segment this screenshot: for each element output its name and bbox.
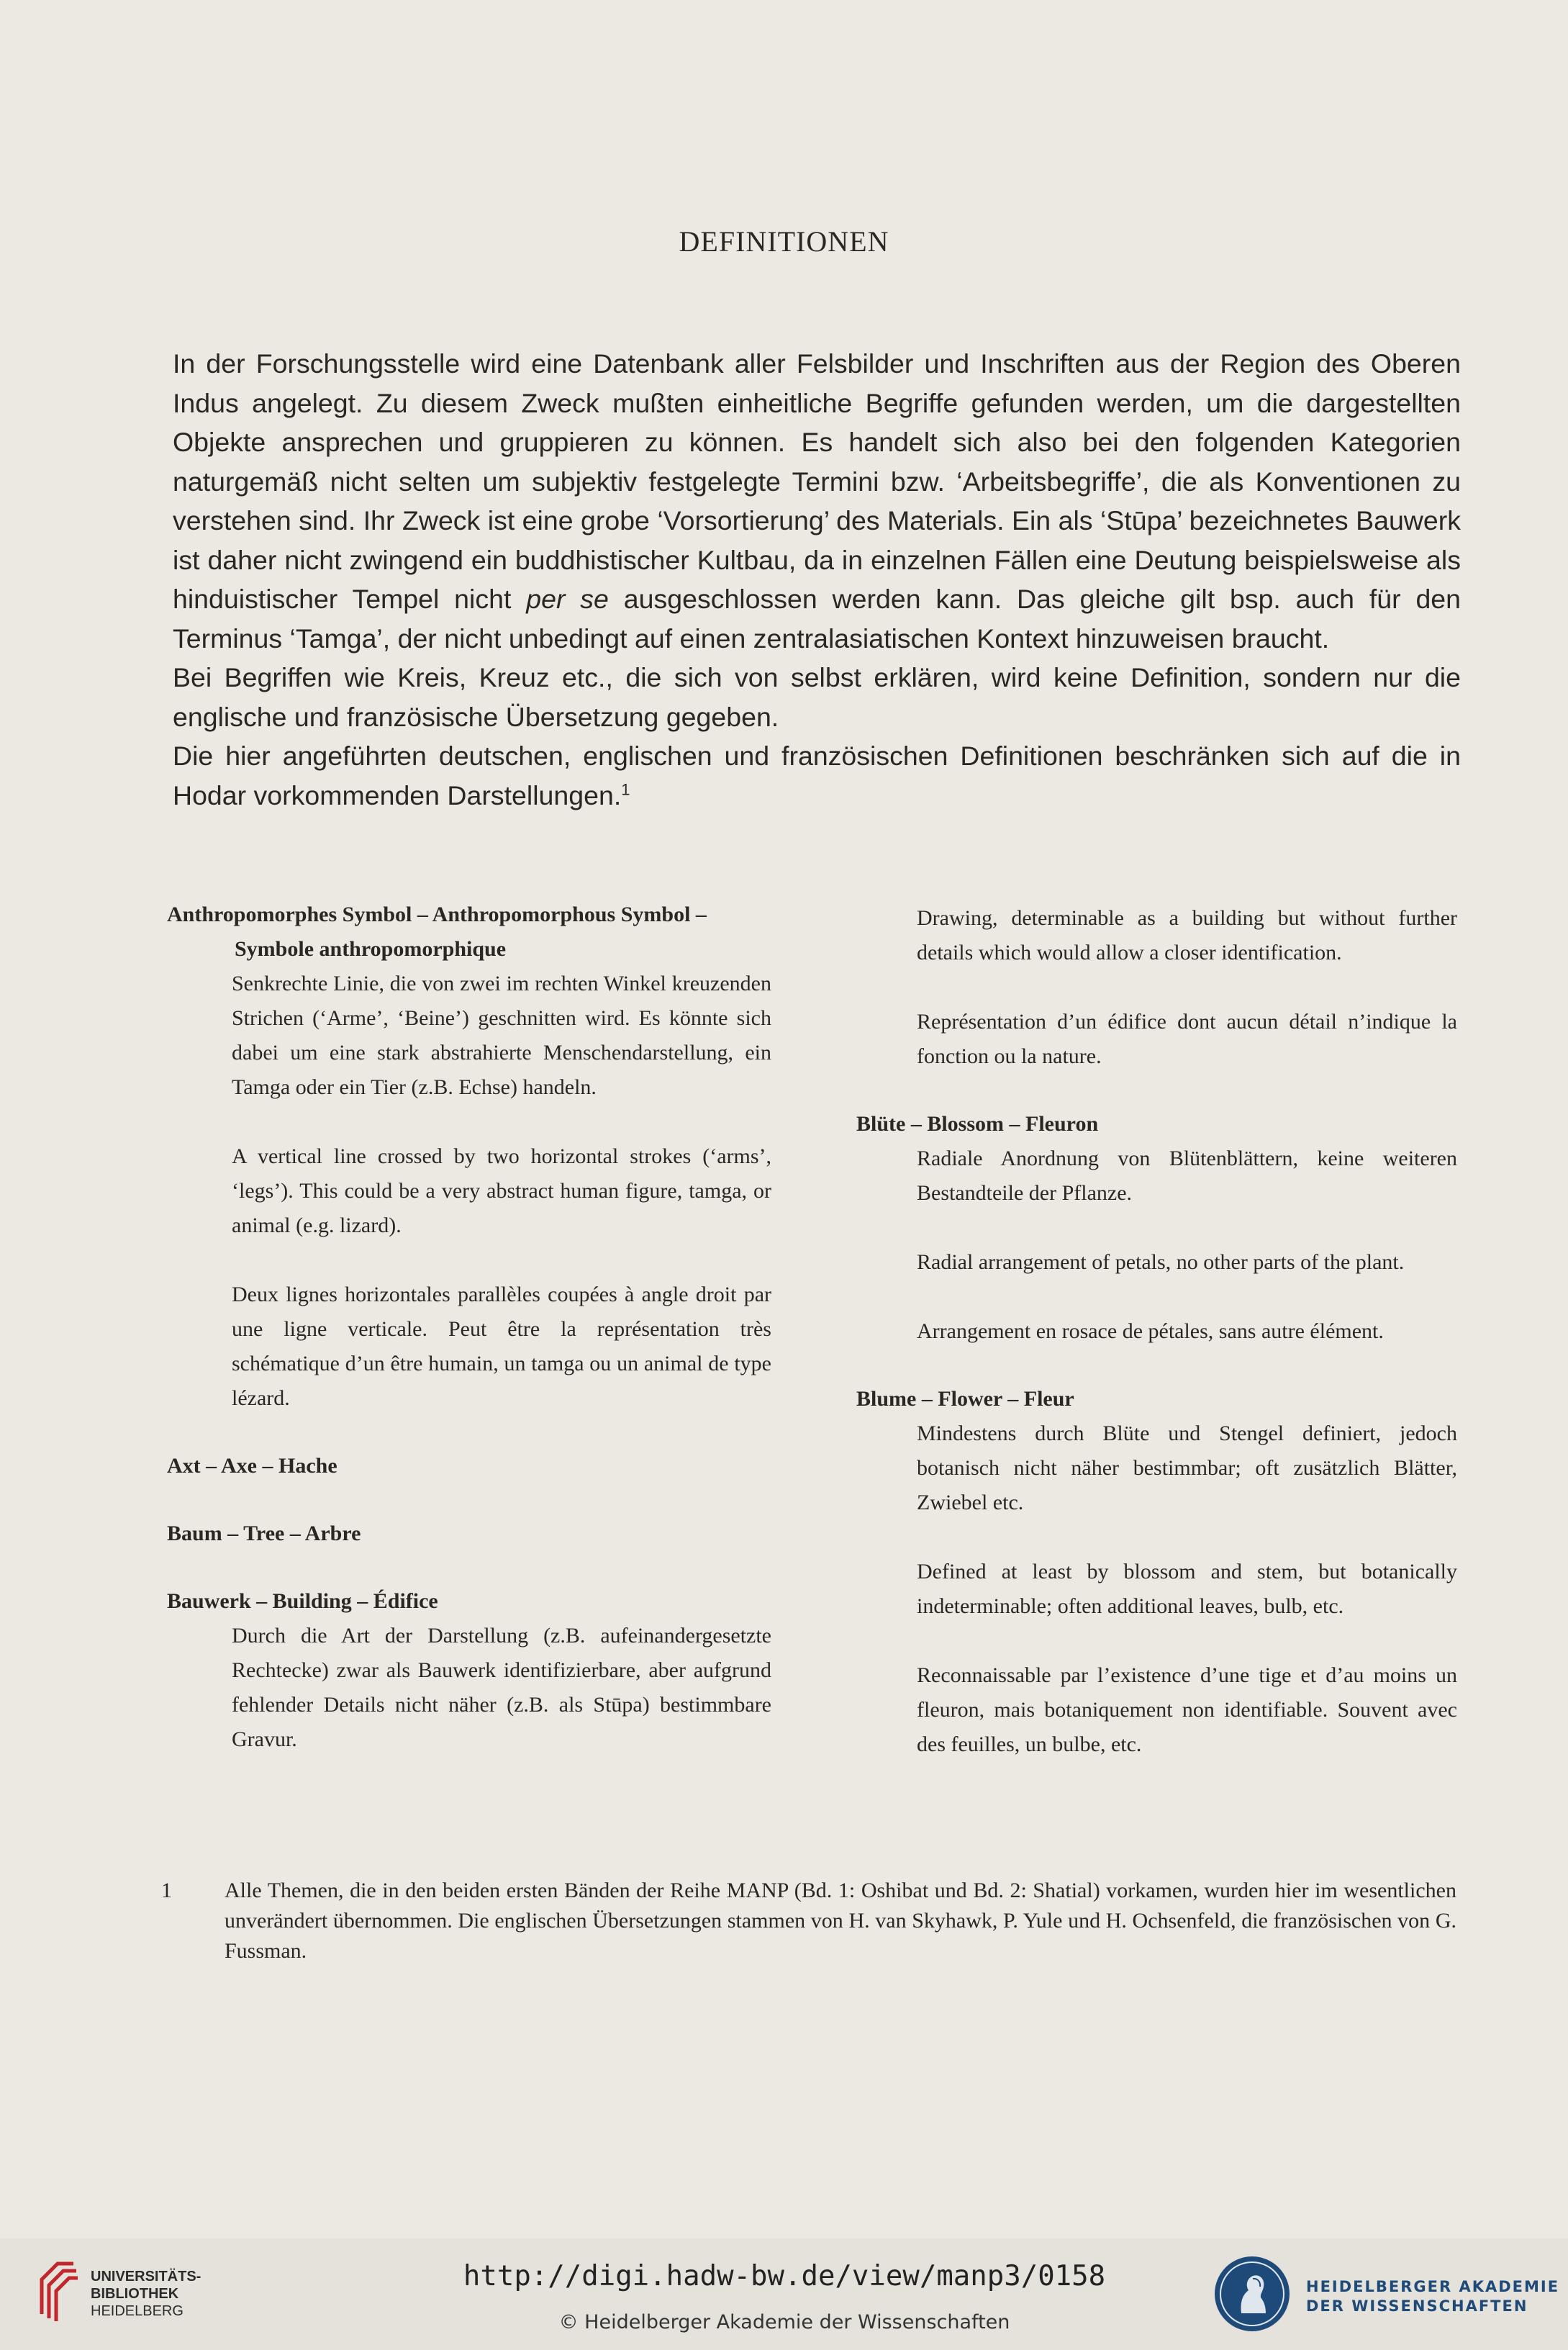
definition-de: Senkrechte Linie, die von zwei im rechten Winkel kreuzenden Strichen (‘Arme’, ‘Beine’) geschnitten wird. Es könnte sich dabei um eine stark abstrahierte Menschendarstellung, ein Tamga oder ein Tier (z.B. Echse) handeln.	[232, 972, 771, 1099]
definition-de: Radiale Anordnung von Blütenblättern, keine weiteren Bestandteile der Pflanze.	[917, 1147, 1457, 1205]
entry-axt	[167, 1449, 771, 1483]
definition-fr: Deux lignes horizontales parallèles coupées à angle droit par une ligne verticale. Peut être la représentation très schématique d’un être humain, un tamga ou un animal de type lézard.	[232, 1283, 771, 1410]
definitions-right-column	[856, 901, 1457, 1762]
entry-anthropomorphes-symbol	[167, 898, 771, 1416]
footnote-text: Alle Themen, die in den beiden ersten Bänden der Reihe MANP (Bd. 1: Oshibat und Bd. 2: Shatial) vorkamen, wurden hier im wesentlichen unverändert übernommen. Die englischen Übersetzungen stammen von H. van Skyhawk, P. Yule und H. Ochsenfeld, die französischen von G. Fussman.	[225, 1879, 1456, 1963]
intro-paragraph-3: Die hier angeführten deutschen, englischen und französischen Definitionen beschränken sich auf die in Hodar vorkommenden Darstellungen.$^1$	[173, 741, 1461, 810]
page-url-link[interactable]: http://digi.hadw-bw.de/view/manp3/0158	[463, 2260, 1106, 2292]
footnote-marker: 1	[621, 780, 630, 798]
footnote	[161, 1876, 1456, 1966]
entry-heading: Blume – Flower – Fleur	[856, 1387, 1074, 1411]
entry-heading: Axt – Axe – Hache	[167, 1454, 337, 1478]
definition-en: A vertical line crossed by two horizontal strokes (‘arms’, ‘legs’). This could be a very abstract human figure, tamga, or animal (e.g. lizard).	[232, 1144, 771, 1237]
entry-bauwerk-continued	[856, 901, 1457, 1074]
definition-fr: Représentation d’un édifice dont aucun détail n’indique la fonction ou la nature.	[917, 1010, 1457, 1068]
copyright-notice: © Heidelberger Akademie der Wissenschaften	[558, 2311, 1010, 2333]
definition-en: Drawing, determinable as a building but without further details which would allow a closer identification.	[917, 906, 1457, 964]
university-library-name[interactable]: UNIVERSITÄTS- BIBLIOTHEK HEIDELBERG	[91, 2269, 201, 2319]
entry-heading: Baum – Tree – Arbre	[167, 1522, 361, 1545]
definition-de: Mindestens durch Blüte und Stengel definiert, jedoch botanisch nicht näher bestimmbar; oft zusätzlich Blätter, Zwiebel etc.	[917, 1422, 1457, 1514]
academy-name[interactable]: HEIDELBERGER AKADEMIE DER WISSENSCHAFTEN	[1306, 2278, 1560, 2315]
definition-fr: Arrangement en rosace de pétales, sans autre élément.	[917, 1319, 1384, 1343]
definition-fr: Reconnaissable par l’existence d’une tige et d’au moins un fleuron, mais botaniquement non identifiable. Souvent avec des feuilles, un bulbe, etc.	[917, 1663, 1457, 1756]
definition-en: Defined at least by blossom and stem, but botanically indeterminable; often additional leaves, bulb, etc.	[917, 1560, 1457, 1618]
university-library-logo-icon[interactable]	[36, 2258, 81, 2323]
entry-blume	[856, 1382, 1457, 1762]
entry-baum	[167, 1517, 771, 1551]
footnote-number: 1	[161, 1879, 172, 1902]
entry-bluete	[856, 1107, 1457, 1349]
definition-de: Durch die Art der Darstellung (z.B. aufeinandergesetzte Rechtecke) zwar als Bauwerk identifizierbare, aber aufgrund fehlender Details nicht näher (z.B. als Stūpa) bestimmbare Gravur.	[232, 1624, 771, 1751]
intro-paragraph-2: Bei Begriffen wie Kreis, Kreuz etc., die sich von selbst erklären, wird keine Definition, sondern nur die englische und französische Übersetzung gegeben.	[173, 662, 1461, 732]
latin-phrase: per se	[526, 584, 609, 614]
entry-heading: Anthropomorphes Symbol – Anthropomorphous Symbol – Symbole anthropomorphique	[167, 903, 707, 961]
definitions-left-column	[167, 898, 771, 1757]
definition-en: Radial arrangement of petals, no other parts of the plant.	[917, 1250, 1405, 1274]
entry-bauwerk	[167, 1584, 771, 1757]
entry-heading: Bauwerk – Building – Édifice	[167, 1589, 438, 1613]
academy-seal-icon[interactable]	[1213, 2254, 1292, 2333]
page-title: DEFINITIONEN	[679, 225, 889, 258]
intro-text	[173, 344, 1461, 815]
intro-paragraph-1: In der Forschungsstelle wird eine Datenbank aller Felsbilder und Inschriften aus der Region des Oberen Indus angelegt. Zu diesem Zweck mußten einheitliche Begriffe gefunden werden, um die dargestellten Objekte ansprechen und gruppieren zu können. Es handelt sich also bei den folgenden Kategorien naturgemäß nicht selten um subjektiv festgelegte Termini bzw. ‘Arbeitsbegriffe’, die als Konventionen zu verstehen sind. Ihr Zweck ist eine grobe ‘Vorsortierung’ des Materials. Ein als ‘Stūpa’ bezeichnetes Bauwerk ist daher nicht zwingend ein buddhistischer Kultbau, da in einzelnen Fällen eine Deutung beispielsweise als hinduistischer Tempel nicht per se ausgeschlossen werden kann. Das gleiche gilt bsp. auch für den Terminus ‘Tamga’, der nicht unbedingt auf einen zentralasiatischen Kontext hinzuweisen braucht.	[173, 348, 1461, 654]
entry-heading: Blüte – Blossom – Fleuron	[856, 1112, 1099, 1136]
